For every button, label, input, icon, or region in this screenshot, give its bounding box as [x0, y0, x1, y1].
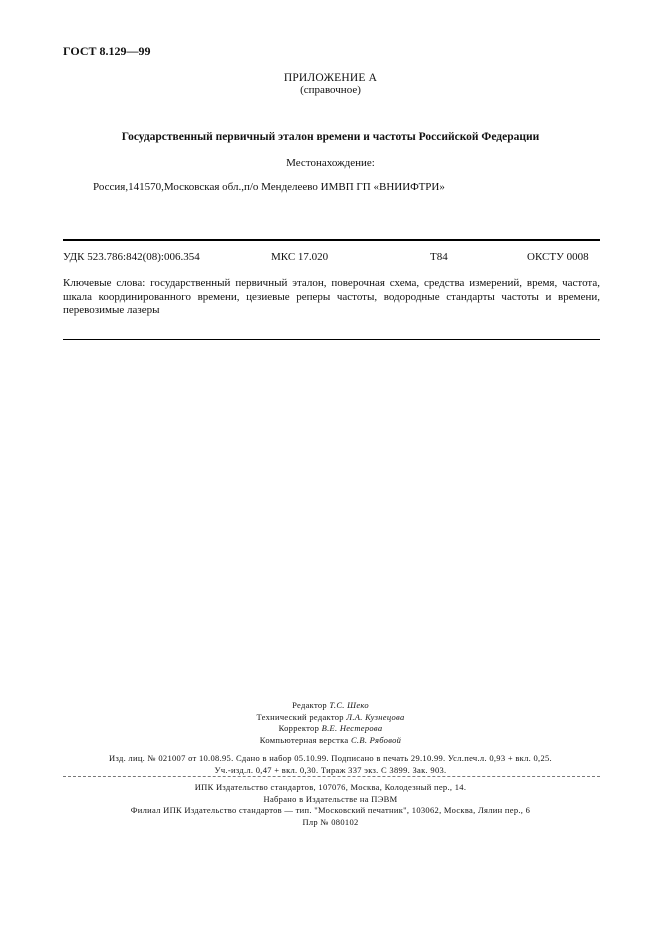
layout-line	[0, 735, 661, 747]
appendix-title: ПРИЛОЖЕНИЕ А	[283, 72, 378, 84]
udk-code: УДК 523.786:842(08):006.354	[63, 251, 200, 263]
editor-line	[0, 700, 661, 712]
editor-label: Редактор	[292, 700, 327, 710]
printer-line-2: Набрано в Издательстве на ПЭВМ	[263, 793, 398, 804]
group-code: Т84	[430, 251, 448, 263]
layout-name: С.В. Рябовой	[350, 734, 402, 745]
location-value: Россия,141570,Московская обл.,п/о Менделеево ИМВП ГП «ВНИИФТРИ»	[93, 181, 445, 193]
tech-editor-name: Л.А. Кузнецова	[346, 711, 405, 722]
corrector-label: Корректор	[278, 723, 320, 733]
printer-line-3: Филиал ИПК Издательство стандартов — тип. "Московский печатник", 103062, Москва, Лялин пер., 6	[130, 805, 531, 815]
mks-code: МКС 17.020	[271, 251, 329, 263]
tech-editor-line	[0, 712, 661, 724]
printer-line-4: Плр № 080102	[302, 816, 359, 827]
top-rule	[63, 239, 600, 241]
printer-line-1: ИПК Издательство стандартов, 107076, Москва, Колодезный пер., 14.	[194, 782, 467, 792]
editor-name: Т.С. Шеко	[329, 700, 369, 710]
credits-block	[0, 700, 661, 746]
publication-line-1: Изд. лиц. № 021007 от 10.08.95. Сдано в набор 05.10.99. Подписано в печать 29.10.99. Усл.печ.л. 0,93 + вкл. 0,25.	[109, 753, 552, 763]
printer-block	[0, 782, 661, 828]
okstu-code: ОКСТУ 0008	[527, 251, 589, 263]
publication-line-2: Уч.-изд.л. 0,47 + вкл. 0,30. Тираж 337 экз. С 3899. Зак. 903.	[214, 764, 447, 775]
publication-block	[0, 753, 661, 776]
dashed-separator	[63, 776, 600, 777]
tech-editor-label: Технический редактор	[256, 711, 344, 722]
location-label: Местонахождение:	[286, 157, 375, 169]
corrector-name: В.Е. Нестерова	[321, 723, 383, 733]
standard-name: Государственный первичный эталон времени и частоты Российской Федерации	[121, 131, 540, 143]
corrector-line	[0, 723, 661, 735]
layout-label: Компьютерная верстка	[259, 734, 349, 745]
keywords-paragraph: Ключевые слова: государственный первичный эталон, поверочная схема, средства измерений, время, частота, шкала координированного времени, цезиевые реперы частоты, водородные стандарты частоты и времени, перевозимые лазеры	[63, 277, 600, 316]
appendix-subtitle: (справочное)	[300, 84, 361, 96]
bottom-rule	[63, 339, 600, 340]
standard-code: ГОСТ 8.129—99	[63, 44, 151, 58]
